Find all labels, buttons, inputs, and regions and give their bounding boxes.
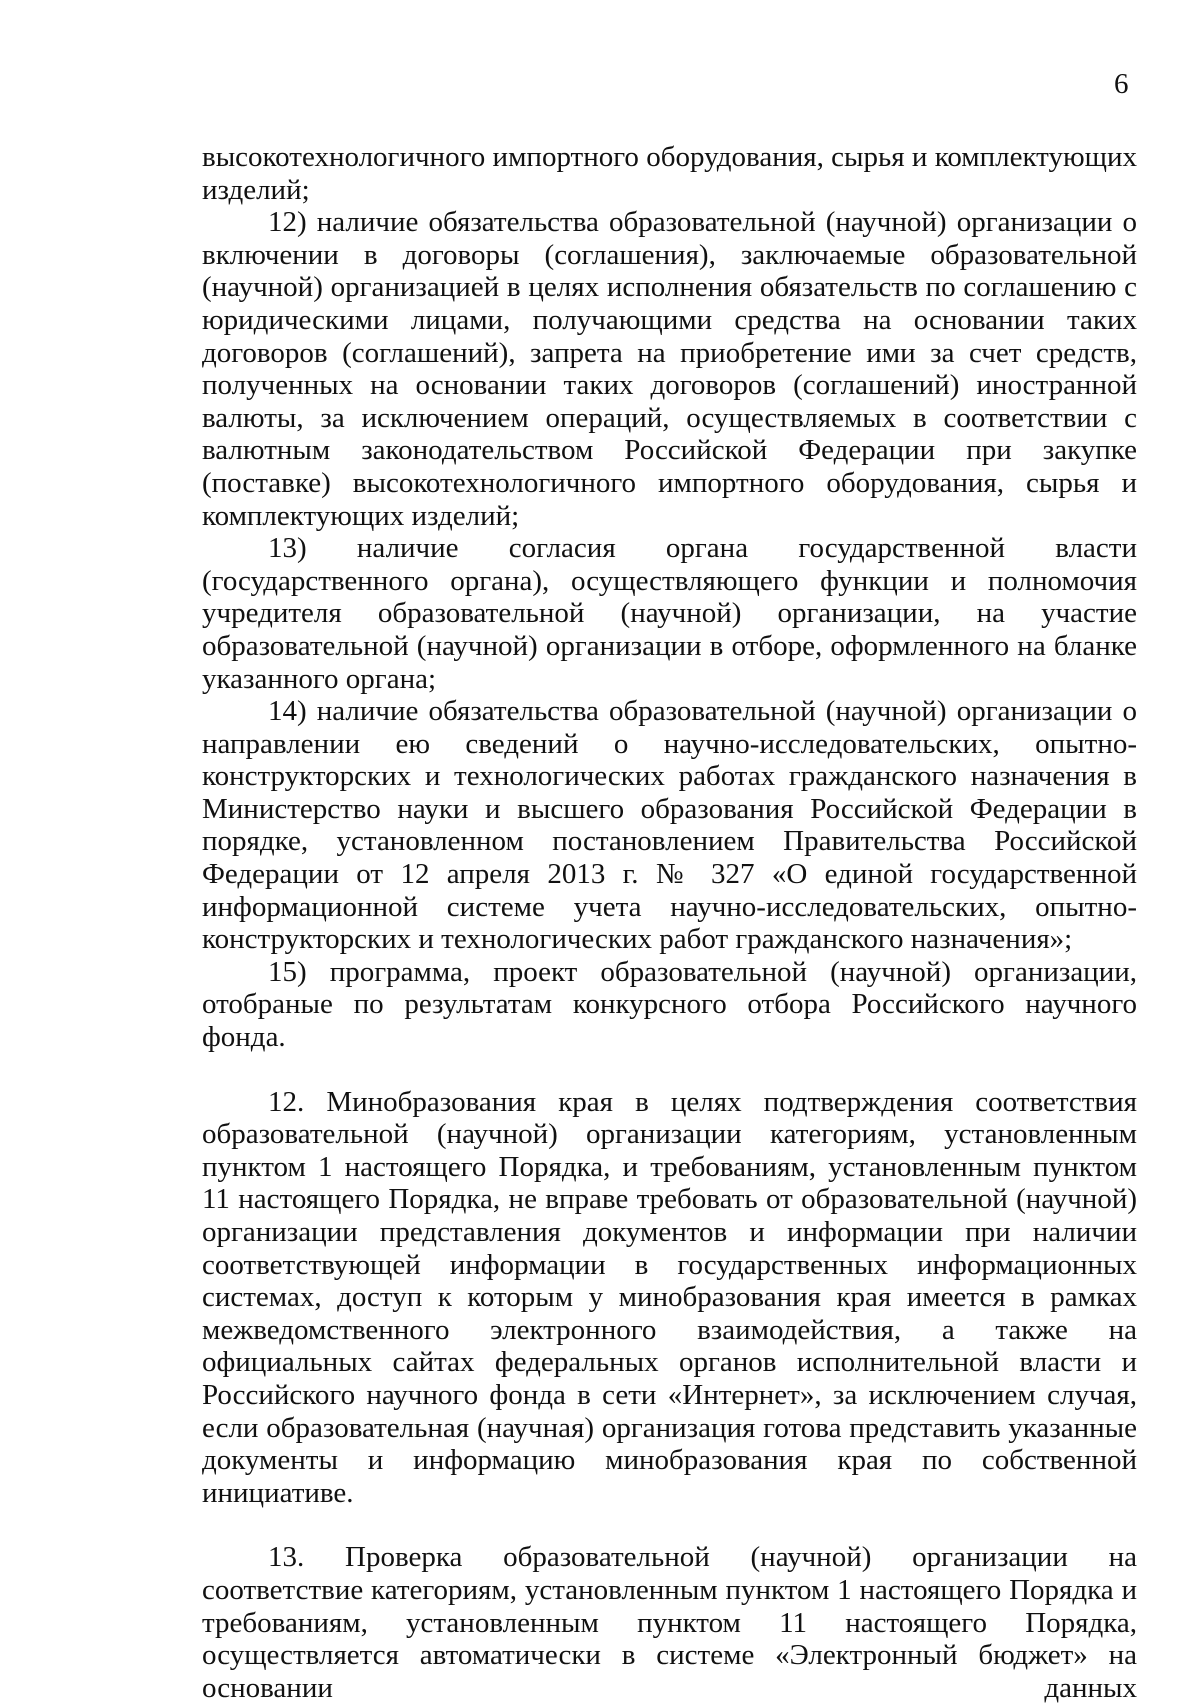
paragraph-item-15: 15) программа, проект образовательной (научной) организации, отобраные по результатам конкурсного отбора Российского научного фонда. [202, 955, 1137, 1054]
page-number: 6 [1114, 68, 1129, 100]
paragraph-item-13: 13) наличие согласия органа государственной власти (государственного органа), осуществляющего функции и полномочия учредителя образовательной (научной) организации, на участие образовательной (научной) организации в отборе, оформленного на бланке указанного органа; [202, 532, 1137, 695]
paragraph-item-14: 14) наличие обязательства образовательной (научной) организации о направлении ею сведений о научно-исследовательских, опытно-конструкторских и технологических работах гражданского назначения в Министерство науки и высшего образования Российской Федерации в порядке, установленном постановлением Правительства Российской Федерации от 12 апреля 2013 г. № 327 «О единой государственной информационной системе учета научно-исследовательских, опытно-конструкторских и технологических работ гражданского назначения»; [202, 695, 1137, 956]
paragraph-section-13: 13. Проверка образовательной (научной) организации на соответствие категориям, установленным пунктом 1 настоящего Порядка и требованиям, установленным пунктом 11 настоящего Порядка, осуществляется автоматически в системе «Электронный бюджет» на основании данных [202, 1541, 1137, 1704]
document-body [202, 141, 1137, 1704]
paragraph-item-12: 12) наличие обязательства образовательной (научной) организации о включении в договоры (соглашения), заключаемые образовательной (научной) организацией в целях исполнения обязательств по соглашению с юридическими лицами, получающими средства на основании таких договоров (соглашений), запрета на приобретение ими за счет средств, полученных на основании таких договоров (соглашений) иностранной валюты, за исключением операций, осуществляемых в соответствии с валютным законодательством Российской Федерации при закупке (поставке) высокотехнологичного импортного оборудования, сырья и комплектующих изделий; [202, 206, 1137, 532]
paragraph-section-12: 12. Минобразования края в целях подтверждения соответствия образовательной (научной) организации категориям, установленным пунктом 1 настоящего Порядка, и требованиям, установленным пунктом 11 настоящего Порядка, не вправе требовать от образовательной (научной) организации представления документов и информации при наличии соответствующей информации в государственных информационных системах, доступ к которым у минобразования края имеется в рамках межведомственного электронного взаимодействия, а также на официальных сайтах федеральных органов исполнительной власти и Российского научного фонда в сети «Интернет», за исключением случая, если образовательная (научная) организация готова представить указанные документы и информацию минобразования края по собственной инициативе. [202, 1085, 1137, 1509]
paragraph-continuation: высокотехнологичного импортного оборудования, сырья и комплектующих изделий; [202, 141, 1137, 206]
